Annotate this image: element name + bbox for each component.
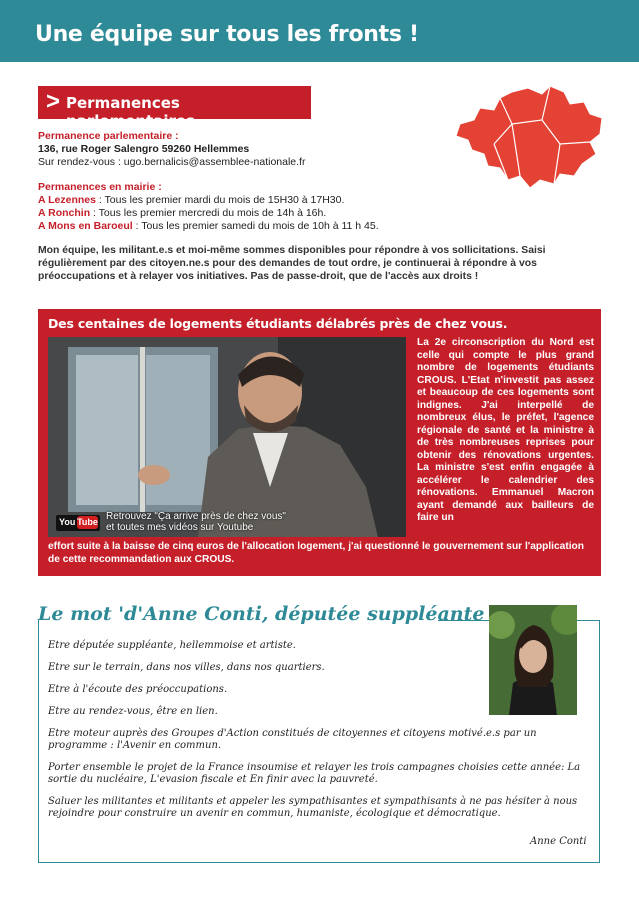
mairie-schedule: : Tous les premier samedi du mois de 10h à 11 h 45. bbox=[132, 220, 379, 232]
page-title: Une équipe sur tous les fronts ! bbox=[35, 22, 419, 47]
section-title-box bbox=[38, 86, 311, 130]
signature: Anne Conti bbox=[530, 836, 587, 847]
video-caption-line: et toutes mes vidéos sur Youtube bbox=[106, 522, 254, 533]
youtube-logo bbox=[56, 515, 100, 531]
region-map-icon bbox=[450, 84, 610, 192]
mot-paragraph: Etre députée suppléante, hellemmoise et artiste. bbox=[48, 640, 296, 651]
youtube-logo-tube: Tube bbox=[77, 517, 98, 527]
mairie-item bbox=[38, 194, 458, 207]
video-frame-image bbox=[48, 337, 406, 537]
intro-paragraph: Mon équipe, les militant.e.s et moi-même sommes disponibles pour répondre à vos sollicitations. Saisi régulièrement par des citoyen.ne.s pour des demandes de tout ordre, je continuerai à répondre à vos préoccupations et à relayer vos initiatives. Pas de passe-droit, que de l'accès aux droits ! bbox=[38, 245, 546, 282]
permanences-block bbox=[38, 130, 458, 233]
video-caption bbox=[106, 511, 286, 533]
page-header bbox=[0, 0, 639, 62]
mot-paragraph: Etre sur le terrain, dans nos villes, dans nos quartiers. bbox=[48, 662, 325, 673]
mairie-label: Permanences en mairie : bbox=[38, 181, 162, 193]
mot-paragraph: Porter ensemble le projet de la France insoumise et relayer les trois campagnes choisies cette année: La sortie du nucléaire, L'evasion fiscale et En finir avec la pauvreté. bbox=[48, 762, 581, 785]
mairie-item bbox=[38, 207, 458, 220]
logements-title: Des centaines de logements étudiants délabrés près de chez vous. bbox=[48, 316, 508, 331]
logements-side-text: La 2e circonscription du Nord est celle qui compte le plus grand nombre de logements étudiants CROUS. L'Etat n'investit pas assez et beaucoup de ces logements sont indignes. J'ai interpellé de nombreux élus, le préfet, l'agence régionale de santé et la ministre à de très nombreuses reprises pour obtenir des rénovations urgentes. La ministre s'est enfin engagée à accélérer le calendrier des rénovations. Emmanuel Macron ayant demandé aux bailleurs de faire un bbox=[417, 337, 594, 523]
mot-paragraph: Etre au rendez-vous, être en lien. bbox=[48, 706, 218, 717]
mot-paragraph: Etre à l'écoute des préoccupations. bbox=[48, 684, 228, 695]
video-thumbnail[interactable] bbox=[48, 337, 406, 537]
chevron-right-icon: > bbox=[46, 88, 61, 115]
mairie-item bbox=[38, 220, 458, 233]
mot-title: Le mot 'd'Anne Conti, députée suppléante bbox=[38, 603, 485, 625]
permanence-contact: Sur rendez-vous : ugo.bernalicis@assemblee-nationale.fr bbox=[38, 156, 306, 168]
mairie-schedule: : Tous les premier mardi du mois de 15H30 à 17H30. bbox=[95, 194, 345, 206]
mot-paragraph: Etre moteur auprès des Groupes d'Action constitués de citoyennes et citoyens motivé.e.s par un programme : l'Avenir en commun. bbox=[48, 728, 537, 751]
mairie-place: A Lezennes bbox=[38, 194, 96, 206]
mairie-schedule: : Tous les premier mercredi du mois de 14h à 16h. bbox=[90, 207, 327, 219]
mot-text bbox=[48, 640, 593, 830]
permanence-label: Permanence parlementaire : bbox=[38, 130, 179, 142]
logements-box bbox=[38, 309, 601, 576]
permanence-address: 136, rue Roger Salengro 59260 Hellemmes bbox=[38, 143, 250, 155]
youtube-logo-you: You bbox=[59, 517, 76, 527]
mairie-place: A Ronchin bbox=[38, 207, 91, 219]
mairie-place: A Mons en Baroeul bbox=[38, 220, 133, 232]
logements-bottom-text: effort suite à la baisse de cinq euros de l'allocation logement, j'ai questionné le gouvernement sur l'application de cette recommandation aux CROUS. bbox=[48, 541, 585, 565]
section-title: Permanences parlementaires bbox=[66, 94, 195, 130]
video-caption-line: Retrouvez "Ça arrive près de chez vous" bbox=[106, 511, 286, 522]
mot-paragraph: Saluer les militantes et militants et appeler les sympathisantes et sympathisants à ne pas hésiter à nous rejoindre pour construire un avenir en commun, humaniste, écologique et démocratique. bbox=[48, 796, 578, 819]
